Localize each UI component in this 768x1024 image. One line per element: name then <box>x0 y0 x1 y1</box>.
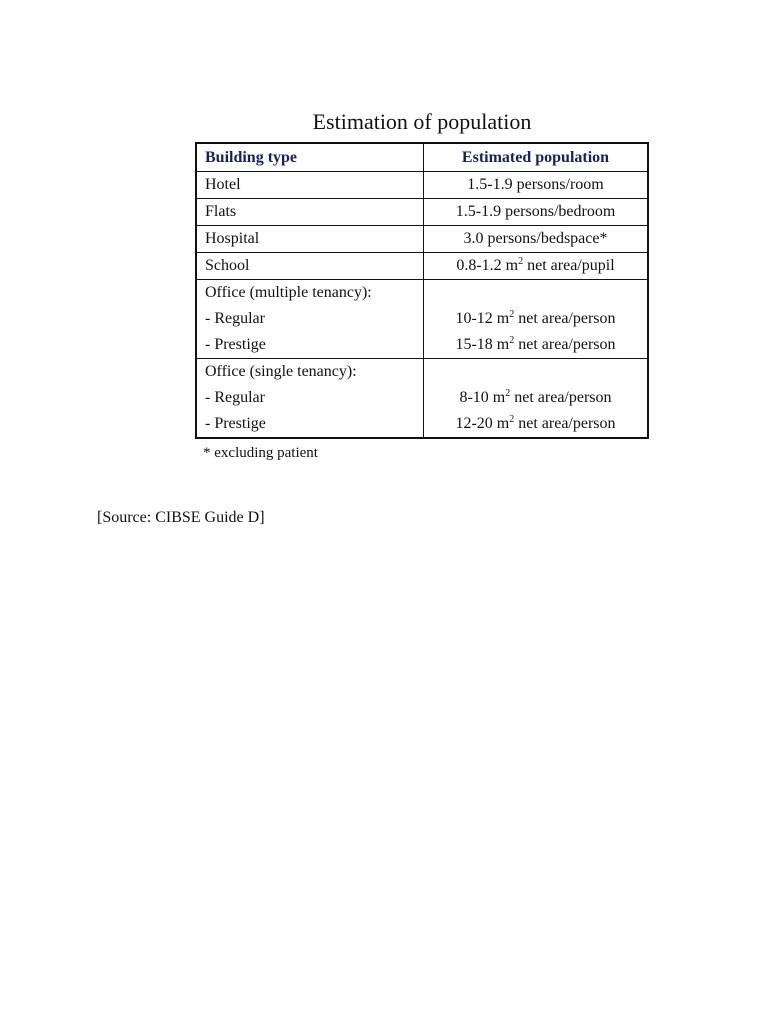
group-item-label: - Regular <box>205 310 265 327</box>
population-table <box>195 142 649 439</box>
header-building-type: Building type <box>196 143 424 172</box>
group-item-label: - Prestige <box>205 415 266 432</box>
group-label: Office (single tenancy): <box>205 363 357 380</box>
value-range: 10-12 m <box>455 310 510 327</box>
unit-exponent: 2 <box>509 414 515 425</box>
group-item-label: - Prestige <box>205 336 266 353</box>
value-unit: net area/person <box>514 336 616 353</box>
value-unit: net area/person <box>514 415 616 432</box>
group-item-value <box>432 306 639 332</box>
unit-exponent: 2 <box>505 388 511 399</box>
group-item-value <box>432 385 639 411</box>
group-item-value <box>432 332 639 358</box>
unit-exponent: 2 <box>509 309 515 320</box>
unit-exponent: 2 <box>518 256 524 267</box>
cell-estimated-population: 1.5-1.9 persons/room <box>424 172 649 199</box>
unit-exponent: 2 <box>509 335 515 346</box>
page-title: Estimation of population <box>312 109 532 134</box>
value-unit: net area/person <box>514 310 616 327</box>
cell-building-type <box>196 280 424 359</box>
value-range: 15-18 m <box>455 336 510 353</box>
cell-estimated-population <box>424 359 649 439</box>
table-row-flats <box>196 199 648 226</box>
group-label: Office (multiple tenancy): <box>205 284 372 301</box>
cell-building-type: Hospital <box>196 226 424 253</box>
group-item-label: - Regular <box>205 389 265 406</box>
source-citation: [Source: CIBSE Guide D] <box>97 509 265 526</box>
table-row-office-multiple <box>196 280 648 359</box>
cell-estimated-population <box>424 253 649 280</box>
cell-building-type: School <box>196 253 424 280</box>
table-row-hospital <box>196 226 648 253</box>
value-range: 0.8-1.2 m <box>456 257 519 274</box>
value-unit: net area/person <box>510 389 612 406</box>
cell-building-type <box>196 359 424 439</box>
value-range: 12-20 m <box>455 415 510 432</box>
table-footnote: * excluding patient <box>203 445 318 461</box>
table-row-school <box>196 253 648 280</box>
table-row-office-single <box>196 359 648 439</box>
header-estimated-population: Estimated population <box>424 143 649 172</box>
table-row-hotel <box>196 172 648 199</box>
cell-estimated-population: 3.0 persons/bedspace* <box>424 226 649 253</box>
spacer-line <box>432 359 639 385</box>
value-unit: net area/pupil <box>523 257 615 274</box>
cell-estimated-population <box>424 280 649 359</box>
value-range: 8-10 m <box>459 389 506 406</box>
cell-building-type: Flats <box>196 199 424 226</box>
cell-building-type: Hotel <box>196 172 424 199</box>
spacer-line <box>432 280 639 306</box>
group-item-value <box>432 411 639 437</box>
cell-estimated-population: 1.5-1.9 persons/bedroom <box>424 199 649 226</box>
table-header-row <box>196 143 648 172</box>
